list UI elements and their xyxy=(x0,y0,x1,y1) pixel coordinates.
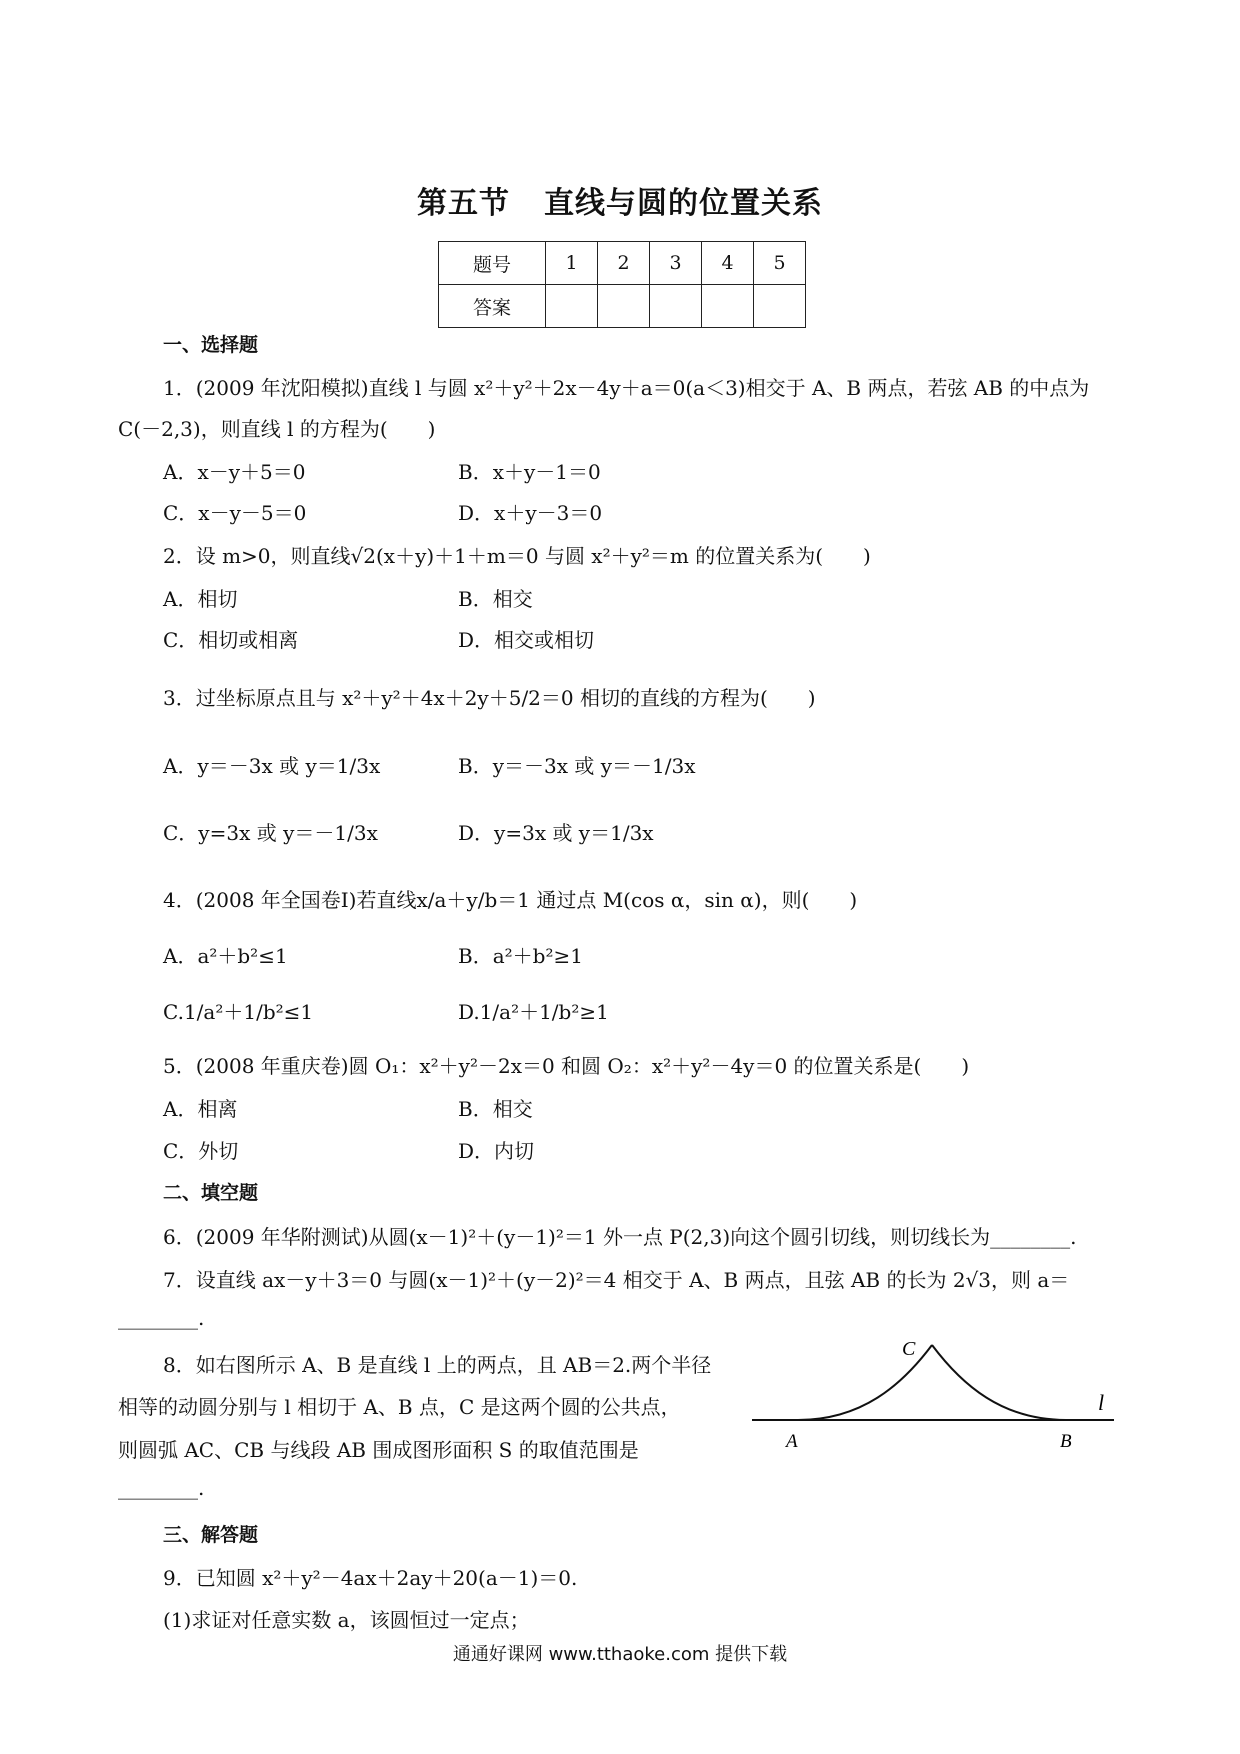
section-heading-choice: 一、选择题 xyxy=(163,334,259,356)
question-4-option-c: C.1/a²＋1/b²≤1 xyxy=(163,1000,314,1024)
question-5-text: 5．(2008 年重庆卷)圆 O₁：x²＋y²－2x＝0 和圆 O₂：x²＋y²－4y＝0 的位置关系是( ) xyxy=(163,1054,970,1078)
answer-table xyxy=(438,241,806,328)
question-2-option-d: D．相交或相切 xyxy=(458,628,595,652)
question-1-option-d: D．x＋y－3＝0 xyxy=(458,501,603,525)
label-l: l xyxy=(1098,1390,1105,1415)
title-section-number: 第五节 xyxy=(417,186,510,221)
label-a: A xyxy=(786,1431,798,1452)
question-2-option-a: A．相切 xyxy=(163,587,238,611)
question-8-line-2: 相等的动圆分别与 l 相切于 A、B 点，C 是这两个圆的公共点， xyxy=(118,1395,681,1419)
question-8-line-1: 8．如右图所示 A、B 是直线 l 上的两点，且 AB＝2.两个半径 xyxy=(163,1353,712,1377)
question-3-option-c: C．y=3x 或 y＝－1/3x xyxy=(163,821,378,845)
answer-label: 答案 xyxy=(439,285,546,328)
question-4-text: 4．(2008 年全国卷Ⅰ)若直线x/a＋y/b＝1 通过点 M(cos α，sin α)，则( ) xyxy=(163,888,858,912)
question-5-option-d: D．内切 xyxy=(458,1139,535,1163)
question-2-option-c: C．相切或相离 xyxy=(163,628,299,652)
question-8-line-3: 则圆弧 AC、CB 与线段 AB 围成图形面积 S 的取值范围是 xyxy=(118,1438,639,1462)
question-4-option-a: A．a²＋b²≤1 xyxy=(163,944,288,968)
answer-cell xyxy=(702,285,754,328)
label-c: C xyxy=(902,1338,916,1360)
question-1-line-2: C(－2,3)，则直线 l 的方程为( ) xyxy=(118,417,436,441)
question-5-option-c: C．外切 xyxy=(163,1139,239,1163)
answer-cell xyxy=(650,285,702,328)
question-3-text: 3．过坐标原点且与 x²＋y²＋4x＋2y＋5/2＝0 相切的直线的方程为( ) xyxy=(163,686,816,710)
question-6-text: 6．(2009 年华附测试)从圆(x－1)²＋(y－1)²＝1 外一点 P(2,3)向这个圆引切线，则切线长为________. xyxy=(163,1225,1077,1249)
answer-cell xyxy=(754,285,806,328)
question-8-line-4: ________. xyxy=(118,1476,205,1500)
page-title xyxy=(0,178,1240,222)
answer-cell xyxy=(598,285,650,328)
footer-credit: 通通好课网 www.tthaoke.com 提供下载 xyxy=(452,1644,788,1665)
question-number-cell: 3 xyxy=(650,242,702,285)
question-4-option-b: B．a²＋b²≥1 xyxy=(458,944,583,968)
question-3-option-d: D．y=3x 或 y＝1/3x xyxy=(458,821,654,845)
answer-cell xyxy=(546,285,598,328)
question-2-option-b: B．相交 xyxy=(458,587,533,611)
section-heading-fill: 二、填空题 xyxy=(163,1182,259,1204)
arc-cb xyxy=(932,1345,1066,1420)
question-1-option-c: C．x－y－5＝0 xyxy=(163,501,307,525)
question-number-cell: 1 xyxy=(546,242,598,285)
question-number-cell: 2 xyxy=(598,242,650,285)
question-7-line-1: 7．设直线 ax－y＋3＝0 与圆(x－1)²＋(y－2)²＝4 相交于 A、B 两点，且弦 AB 的长为 2√3，则 a＝ xyxy=(163,1268,1070,1292)
question-1-option-b: B．x＋y－1＝0 xyxy=(458,460,601,484)
circle-arcs-diagram xyxy=(752,1335,1122,1455)
question-5-option-a: A．相离 xyxy=(163,1097,238,1121)
question-3-option-b: B．y＝－3x 或 y＝－1/3x xyxy=(458,754,696,778)
label-b: B xyxy=(1060,1431,1072,1452)
title-topic: 直线与圆的位置关系 xyxy=(544,186,823,221)
question-number-label: 题号 xyxy=(439,242,546,285)
question-5-option-b: B．相交 xyxy=(458,1097,533,1121)
question-2-text: 2．设 m>0，则直线√2(x＋y)＋1＋m＝0 与圆 x²＋y²＝m 的位置关系为( ) xyxy=(163,544,871,568)
question-9-part-1: (1)求证对任意实数 a，该圆恒过一定点； xyxy=(163,1608,530,1632)
question-7-line-2: ________. xyxy=(118,1306,205,1330)
question-4-option-d: D.1/a²＋1/b²≥1 xyxy=(458,1000,609,1024)
question-number-cell: 4 xyxy=(702,242,754,285)
question-3-option-a: A．y＝－3x 或 y＝1/3x xyxy=(163,754,381,778)
question-1-option-a: A．x－y＋5＝0 xyxy=(163,460,306,484)
question-1-line-1: 1．(2009 年沈阳模拟)直线 l 与圆 x²＋y²＋2x－4y＋a＝0(a＜3)相交于 A、B 两点，若弦 AB 的中点为 xyxy=(163,376,1090,400)
answer-table-header-row xyxy=(439,242,806,285)
answer-table-answer-row xyxy=(439,285,806,328)
section-heading-solve: 三、解答题 xyxy=(163,1524,259,1546)
question-number-cell: 5 xyxy=(754,242,806,285)
question-9-text: 9．已知圆 x²＋y²－4ax＋2ay＋20(a－1)＝0. xyxy=(163,1566,578,1590)
